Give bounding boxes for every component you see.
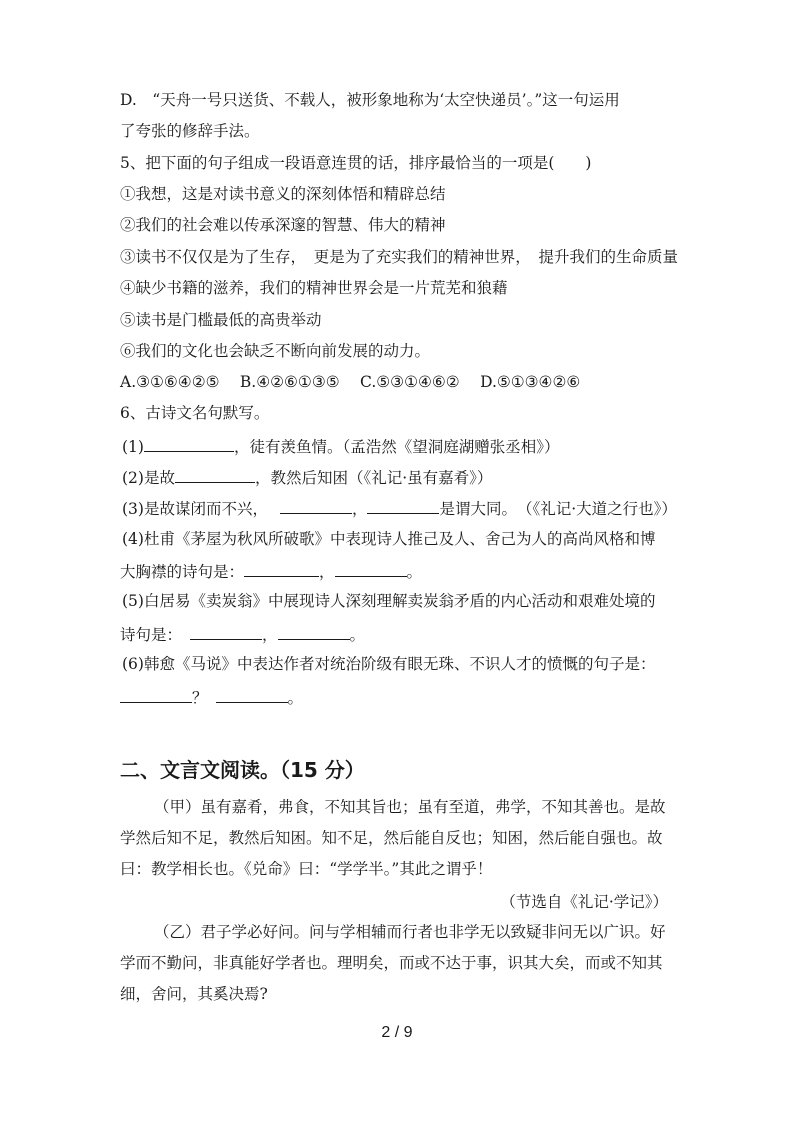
q6-item-3 — [122, 497, 677, 519]
passage-jia-line3: 曰：教学相长也。《兑命》曰：“学学半。”其此之谓乎！ — [120, 860, 493, 878]
q6-item-5-line1: (5)白居易《卖炭翁》中展现诗人深刻理解卖炭翁矛盾的内心活动和艰难处境的 — [122, 592, 656, 610]
q5-sentence-4: ④缺少书籍的滋养，我们的精神世界会是一片荒芜和狼藉 — [120, 279, 508, 297]
q5-sentence-2: ②我们的社会难以传承深邃的智慧、伟大的精神 — [120, 216, 446, 234]
passage-jia-line2: 学然后知不足，教然后知困。知不足，然后能自反也；知困，然后能自强也。故 — [120, 829, 663, 847]
q6-item-6-mid: ？ — [192, 689, 208, 707]
q5-stem: 5、把下面的句子组成一段语意连贯的话，排序最恰当的一项是( ) — [120, 154, 592, 172]
answer-blank[interactable] — [216, 686, 288, 703]
passage-yi-line2: 学而不勤问，非真能好学者也。理明矣，而或不达于事，识其大矣，而或不知其 — [120, 954, 663, 972]
answer-blank[interactable] — [190, 623, 262, 640]
q6-item-3-prefix: (3)是故谋闭而不兴， — [122, 500, 268, 518]
answer-blank[interactable] — [367, 497, 439, 514]
q6-item-2 — [122, 466, 492, 488]
q6-stem: 6、古诗文名句默写。 — [120, 404, 270, 422]
answer-blank[interactable] — [244, 560, 319, 577]
q6-item-5-line2 — [120, 623, 365, 645]
answer-blank[interactable] — [335, 560, 407, 577]
passage-jia-source: （节选自《礼记·学记》） — [500, 893, 668, 911]
q4-option-d-line1: D. “天舟一号只送货、不载人，被形象地称为‘太空快递员’。”这一句运用 — [120, 91, 620, 109]
q6-item-4-line2 — [120, 560, 422, 582]
q6-item-2-prefix: (2)是故 — [122, 469, 175, 487]
page-number: 2 / 9 — [381, 1024, 413, 1041]
answer-blank[interactable] — [280, 497, 352, 514]
q6-item-5-prefix: 诗句是： — [120, 626, 183, 644]
q5-sentence-3: ③读书不仅仅是为了生存， 更是为了充实我们的精神世界， 提升我们的生命质量 — [120, 248, 679, 266]
q5-sentence-6: ⑥我们的文化也会缺乏不断向前发展的动力。 — [120, 342, 431, 360]
q6-item-4-end: 。 — [406, 563, 423, 581]
q6-item-3-suffix: 是谓大同。 （《礼记·大道之行也》） — [439, 500, 677, 518]
answer-blank[interactable] — [278, 623, 350, 640]
passage-yi-line3: 细，舍问，其奚决焉? — [120, 985, 268, 1003]
q6-item-4-prefix: 大胸襟的诗句是： — [120, 563, 245, 581]
q6-item-3-mid: ， — [351, 500, 368, 518]
q6-item-6-line1: (6)韩愈《马说》中表达作者对统治阶级有眼无珠、不识人才的愤慨的句子是： — [122, 655, 656, 673]
q6-item-4-mid: ， — [319, 563, 335, 581]
passage-yi-line1: （乙）君子学必好问。问与学相辅而行者也非学无以致疑非问无以广识。好 — [154, 923, 666, 941]
section-2-heading: 二、文言文阅读。（15 分） — [120, 758, 365, 782]
q6-item-1-suffix: ，徒有羡鱼情。（孟浩然《望洞庭湖赠张丞相》） — [233, 438, 560, 456]
answer-blank[interactable] — [175, 466, 255, 483]
answer-blank[interactable] — [144, 435, 234, 452]
answer-blank[interactable] — [120, 686, 192, 703]
q6-item-6-end: 。 — [287, 689, 304, 707]
q6-item-1 — [122, 435, 559, 457]
passage-jia-line1: （甲）虽有嘉肴，弗食，不知其旨也；虽有至道，弗学，不知其善也。是故 — [154, 798, 666, 816]
q6-item-1-prefix: (1) — [122, 438, 144, 456]
q5-sentence-5: ⑤读书是门槛最低的高贵举动 — [120, 311, 322, 329]
q6-item-6-line2 — [120, 686, 303, 708]
q6-item-5-mid: ， — [262, 626, 278, 644]
q6-item-5-end: 。 — [349, 626, 366, 644]
q6-item-2-suffix: ，教然后知困（《礼记·虽有嘉肴》） — [254, 469, 493, 487]
q5-sentence-1: ①我想，这是对读书意义的深刻体悟和精辟总结 — [120, 185, 446, 203]
q5-options: A.③①⑥④②⑤ B.④②⑥①③⑤ C.⑤③①④⑥② D.⑤①③④②⑥ — [120, 373, 581, 391]
q4-option-d-line2: 了夸张的修辞手法。 — [120, 122, 260, 140]
q6-item-4-line1: (4)杜甫《茅屋为秋风所破歌》中表现诗人推己及人、舍己为人的高尚风格和博 — [122, 530, 656, 548]
